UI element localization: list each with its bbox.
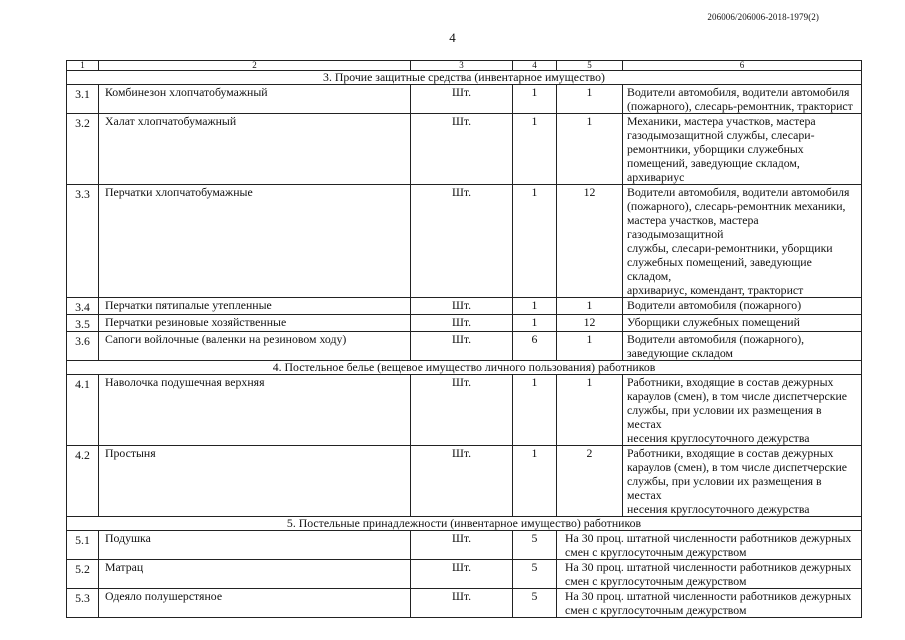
item-name: Одеяло полушерстяное: [99, 589, 411, 618]
recipients-line: заведующие складом: [627, 346, 734, 360]
item-name: Простыня: [99, 446, 411, 517]
item-name: Перчатки хлопчатобумажные: [99, 185, 411, 298]
section-header-row: [67, 517, 862, 531]
item-unit: Шт.: [411, 185, 513, 298]
item-unit: Шт.: [411, 332, 513, 361]
column-number-row: [67, 61, 862, 71]
column-number: 3: [411, 61, 513, 71]
recipients-line: караулов (смен), в том числе диспетчерские: [627, 389, 848, 403]
item-number: 3.4: [67, 298, 99, 315]
table-row: [67, 185, 862, 298]
recipients-line: ремонтники, уборщики служебных: [627, 142, 804, 156]
item-number: 3.2: [67, 114, 99, 185]
item-recipients: [623, 375, 862, 446]
recipients-line: (пожарного), слесарь-ремонтник, тракторист: [627, 99, 853, 113]
recipients-line: Водители автомобиля, водители автомобиля: [627, 185, 850, 199]
item-number: 4.2: [67, 446, 99, 517]
item-unit: Шт.: [411, 560, 513, 589]
column-number: 2: [99, 61, 411, 71]
column-number: 5: [557, 61, 623, 71]
item-number: 5.1: [67, 531, 99, 560]
recipients-line: мастера участков, мастера газодымозащитной: [627, 213, 759, 241]
recipients-line: смен с круглосуточным дежурством: [565, 574, 747, 588]
recipients-line: служебных помещений, заведующие складом,: [627, 255, 812, 283]
item-quantity: 5: [513, 589, 557, 618]
table-row: [67, 315, 862, 332]
item-quantity: 5: [513, 560, 557, 589]
item-name: Матрац: [99, 560, 411, 589]
item-quantity: 1: [513, 185, 557, 298]
page-number: 4: [449, 30, 456, 45]
norms-table: [66, 60, 862, 618]
table-row: [67, 85, 862, 114]
item-recipients: [557, 589, 862, 618]
item-recipients: [623, 185, 862, 298]
item-quantity: 1: [513, 315, 557, 332]
item-quantity-col5: 2: [557, 446, 623, 517]
item-quantity-col5: 1: [557, 298, 623, 315]
section-title: 3. Прочие защитные средства (инвентарное имущество): [67, 71, 862, 85]
table-row: [67, 531, 862, 560]
item-quantity-col5: 1: [557, 85, 623, 114]
recipients-line: караулов (смен), в том числе диспетчерские: [627, 460, 848, 474]
table-row: [67, 114, 862, 185]
item-recipients: [557, 560, 862, 589]
item-name: Наволочка подушечная верхняя: [99, 375, 411, 446]
item-unit: Шт.: [411, 531, 513, 560]
recipients-line: архивариус, комендант, тракторист: [627, 283, 804, 297]
item-number: 3.5: [67, 315, 99, 332]
item-recipients: [623, 114, 862, 185]
recipients-line: Водители автомобиля, водители автомобиля: [627, 85, 850, 99]
item-name: Перчатки резиновые хозяйственные: [99, 315, 411, 332]
item-quantity: 5: [513, 531, 557, 560]
item-unit: Шт.: [411, 375, 513, 446]
recipients-line: архивариус: [627, 170, 685, 184]
document-id: 206006/206006-2018-1979(2): [707, 12, 819, 22]
table-row: [67, 589, 862, 618]
recipients-line: несения круглосуточного дежурства: [627, 431, 810, 445]
item-quantity-col5: 1: [557, 332, 623, 361]
item-number: 5.2: [67, 560, 99, 589]
item-name: Комбинезон хлопчатобумажный: [99, 85, 411, 114]
section-header-row: [67, 361, 862, 375]
item-quantity: 1: [513, 375, 557, 446]
item-quantity-col5: 1: [557, 114, 623, 185]
recipients-line: Водители автомобиля (пожарного),: [627, 332, 805, 346]
recipients-line: смен с круглосуточным дежурством: [565, 545, 747, 559]
section-header-row: [67, 71, 862, 85]
column-number: 4: [513, 61, 557, 71]
recipients-line: Уборщики служебных помещений: [627, 315, 800, 329]
item-name: Халат хлопчатобумажный: [99, 114, 411, 185]
item-recipients: [557, 531, 862, 560]
item-unit: Шт.: [411, 114, 513, 185]
item-unit: Шт.: [411, 446, 513, 517]
recipients-line: (пожарного), слесарь-ремонтник механики,: [627, 199, 846, 213]
item-quantity: 6: [513, 332, 557, 361]
column-number: 6: [623, 61, 862, 71]
item-unit: Шт.: [411, 589, 513, 618]
item-recipients: [623, 315, 862, 332]
recipients-line: Работники, входящие в состав дежурных: [627, 375, 834, 389]
recipients-line: службы, слесари-ремонтники, уборщики: [627, 241, 833, 255]
table-row: [67, 446, 862, 517]
section-title: 4. Постельное белье (вещевое имущество личного пользования) работников: [67, 361, 862, 375]
item-quantity-col5: 12: [557, 315, 623, 332]
recipients-line: На 30 проц. штатной численности работников дежурных: [565, 531, 852, 545]
recipients-line: На 30 проц. штатной численности работников дежурных: [565, 589, 852, 603]
table-row: [67, 332, 862, 361]
recipients-line: Водители автомобиля (пожарного): [627, 298, 802, 312]
norms-table-body: [67, 61, 862, 618]
recipients-line: Работники, входящие в состав дежурных: [627, 446, 834, 460]
section-title: 5. Постельные принадлежности (инвентарное имущество) работников: [67, 517, 862, 531]
item-recipients: [623, 85, 862, 114]
item-quantity: 1: [513, 446, 557, 517]
item-quantity-col5: 1: [557, 375, 623, 446]
item-quantity: 1: [513, 85, 557, 114]
item-unit: Шт.: [411, 315, 513, 332]
recipients-line: Механики, мастера участков, мастера: [627, 114, 816, 128]
item-recipients: [623, 446, 862, 517]
item-quantity-col5: 12: [557, 185, 623, 298]
item-number: 4.1: [67, 375, 99, 446]
item-name: Подушка: [99, 531, 411, 560]
recipients-line: газодымозащитной службы, слесари-: [627, 128, 815, 142]
item-number: 3.6: [67, 332, 99, 361]
recipients-line: На 30 проц. штатной численности работников дежурных: [565, 560, 852, 574]
item-recipients: [623, 332, 862, 361]
recipients-line: несения круглосуточного дежурства: [627, 502, 810, 516]
table-row: [67, 298, 862, 315]
item-number: 3.1: [67, 85, 99, 114]
column-number: 1: [67, 61, 99, 71]
recipients-line: службы, при условии их размещения в местах: [627, 403, 822, 431]
item-quantity: 1: [513, 298, 557, 315]
item-unit: Шт.: [411, 298, 513, 315]
recipients-line: помещений, заведующие складом,: [627, 156, 800, 170]
item-name: Сапоги войлочные (валенки на резиновом ходу): [99, 332, 411, 361]
item-number: 3.3: [67, 185, 99, 298]
table-row: [67, 560, 862, 589]
item-name: Перчатки пятипалые утепленные: [99, 298, 411, 315]
item-unit: Шт.: [411, 85, 513, 114]
recipients-line: смен с круглосуточным дежурством: [565, 603, 747, 617]
table-row: [67, 375, 862, 446]
item-recipients: [623, 298, 862, 315]
item-quantity: 1: [513, 114, 557, 185]
recipients-line: службы, при условии их размещения в местах: [627, 474, 822, 502]
item-number: 5.3: [67, 589, 99, 618]
